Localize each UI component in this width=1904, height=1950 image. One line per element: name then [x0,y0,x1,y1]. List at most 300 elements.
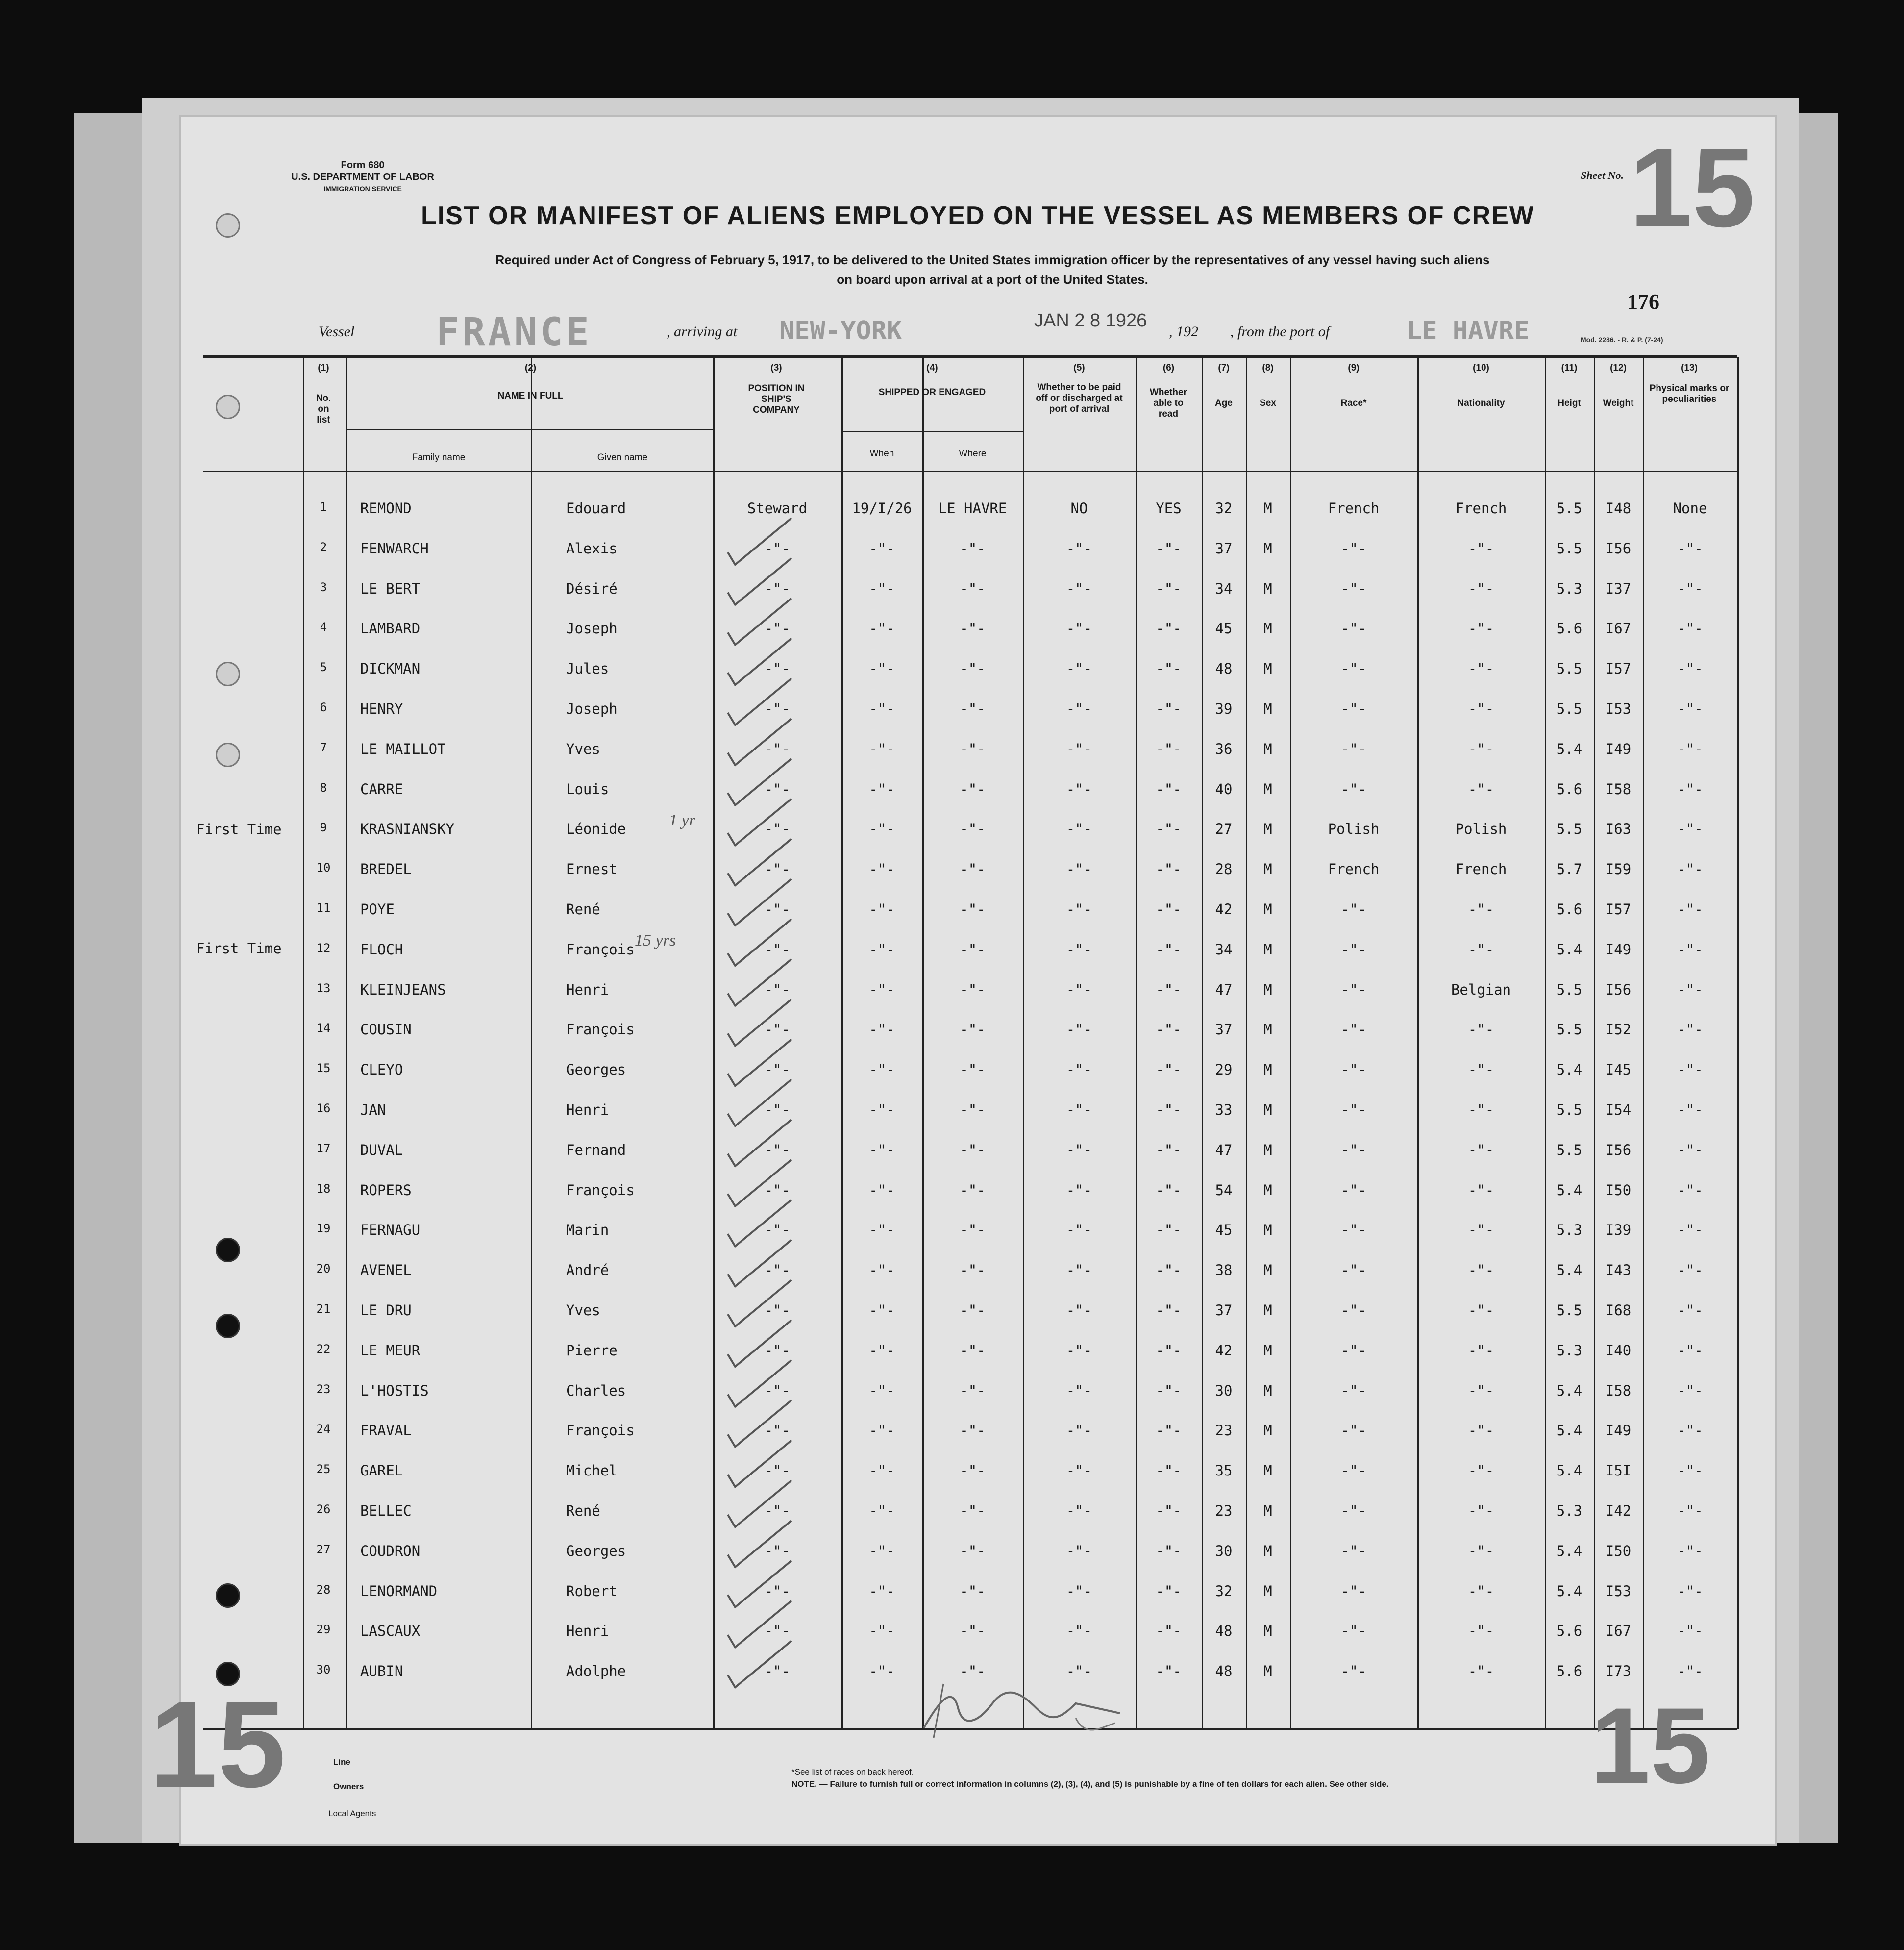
cell-when: -"- [869,1382,895,1399]
cell-paid: -"- [1066,540,1092,557]
header-no-label: No. on list [316,393,331,425]
page-title: LIST OR MANIFEST OF ALIENS EMPLOYED ON THE VESSEL AS MEMBERS OF CREW [421,201,1534,230]
cell-position: -"- [764,700,791,717]
cell-given: Fernand [566,1141,626,1158]
cell-sex: M [1263,1222,1272,1239]
cell-sex: M [1263,740,1272,757]
cell-read: -"- [1156,540,1182,557]
cell-no: 30 [316,1663,331,1677]
cell-no: 13 [316,981,331,995]
cell-when: -"- [869,941,895,958]
cell-no: 19 [316,1222,331,1236]
page-number: 176 [1627,290,1659,314]
check-mark [728,518,791,565]
cell-no: 27 [316,1542,331,1556]
cell-no: 7 [320,740,327,754]
cell-no: 9 [320,821,327,835]
cell-paid: -"- [1066,1061,1092,1078]
cell-family: FLOCH [360,941,403,958]
cell-when: -"- [869,700,895,717]
cell-family: REMOND [360,500,412,517]
cell-paid: -"- [1066,1222,1092,1239]
cell-given: Joseph [566,700,618,717]
cell-age: 27 [1215,821,1233,838]
cell-position: -"- [764,620,791,637]
cell-age: 28 [1215,861,1233,878]
vessel-name: FRANCE [436,310,592,354]
header-family-name: Family name [412,452,466,463]
cell-nationality: -"- [1468,1021,1494,1038]
cell-given: Léonide [566,821,626,838]
cell-paid: -"- [1066,1382,1092,1399]
cell-given: Edouard [566,500,626,517]
check-mark [728,959,791,1006]
cell-family: LENORMAND [360,1582,438,1600]
cell-nationality: -"- [1468,540,1494,557]
line-label: Line [333,1757,350,1767]
cell-no: 17 [316,1141,331,1155]
punch-hole [216,1583,240,1608]
header-weight [1594,363,1643,409]
cell-height: 5.4 [1556,1382,1583,1399]
header-name [348,363,713,401]
cell-no: 15 [316,1061,331,1075]
cell-sex: M [1263,500,1272,517]
cell-sex: M [1263,1582,1272,1600]
cell-where: -"- [960,1382,986,1399]
cell-when: -"- [869,1342,895,1359]
cell-position: -"- [764,821,791,838]
margin-note-first-time: First Time [196,821,282,838]
owners-label: Owners [333,1782,364,1791]
header-paid-off [1023,363,1136,415]
check-mark [728,1440,791,1487]
cell-position: -"- [764,901,791,918]
cell-race: French [1328,500,1380,517]
cell-marks: -"- [1677,620,1703,637]
cell-family: DUVAL [360,1141,403,1158]
table-top-rule [203,355,1737,358]
cell-marks: -"- [1677,1342,1703,1359]
cell-family: COUSIN [360,1021,412,1038]
cell-height: 5.3 [1556,1222,1583,1239]
cell-weight: I58 [1605,1382,1632,1399]
cell-race: -"- [1340,1663,1367,1680]
cell-given: Joseph [566,620,618,637]
cell-paid: -"- [1066,1262,1092,1279]
header-read-number: (6) [1162,363,1175,373]
cell-position: -"- [764,1382,791,1399]
cell-race: -"- [1340,700,1367,717]
cell-nationality: -"- [1468,1101,1494,1118]
column-rule [1545,357,1546,1729]
cell-no: 6 [320,700,327,714]
cell-position: -"- [764,1663,791,1680]
check-mark [728,558,791,605]
cell-read: -"- [1156,1181,1182,1199]
header-shipped [841,363,1023,398]
cell-given: Henri [566,1623,609,1640]
cell-read: -"- [1156,821,1182,838]
cell-family: DICKMAN [360,660,420,677]
cell-weight: I49 [1605,941,1632,958]
service-name: IMMIGRATION SERVICE [323,185,402,193]
cell-no: 25 [316,1462,331,1476]
cell-race: -"- [1340,1222,1367,1239]
check-mark [728,1360,791,1407]
cell-marks: -"- [1677,700,1703,717]
check-mark [728,759,791,805]
header-height-label: Heigt [1558,398,1581,408]
header-bottom-rule [203,471,1737,472]
cell-paid: -"- [1066,700,1092,717]
check-mark [728,638,791,685]
cell-marks: -"- [1677,1582,1703,1600]
cell-nationality: French [1455,861,1507,878]
cell-sex: M [1263,780,1272,798]
check-mark [728,719,791,765]
column-rule [713,357,715,1729]
cell-age: 37 [1215,540,1233,557]
cell-read: -"- [1156,1542,1182,1559]
signature [914,1674,1130,1743]
cell-sex: M [1263,941,1272,958]
cell-family: L'HOSTIS [360,1382,429,1399]
cell-position: -"- [764,1061,791,1078]
header-paid-number: (5) [1073,363,1085,373]
cell-when: -"- [869,1181,895,1199]
cell-family: FENWARCH [360,540,429,557]
cell-age: 32 [1215,1582,1233,1600]
cell-nationality: Belgian [1451,981,1511,998]
cell-position: -"- [764,1582,791,1600]
cell-position: -"- [764,540,791,557]
cell-no: 16 [316,1101,331,1115]
cell-family: HENRY [360,700,403,717]
cell-height: 5.6 [1556,1623,1583,1640]
cell-paid: -"- [1066,780,1092,798]
cell-weight: I40 [1605,1342,1632,1359]
cell-marks: -"- [1677,821,1703,838]
cell-given: François [566,1021,635,1038]
cell-where: -"- [960,1061,986,1078]
name-subheader-rule [346,429,713,430]
cell-age: 42 [1215,901,1233,918]
cell-weight: I50 [1605,1181,1632,1199]
cell-read: -"- [1156,1663,1182,1680]
cell-nationality: -"- [1468,580,1494,597]
cell-age: 47 [1215,981,1233,998]
cell-family: FERNAGU [360,1222,420,1239]
cell-where: -"- [960,1342,986,1359]
cell-family: LAMBARD [360,620,420,637]
cell-marks: -"- [1677,540,1703,557]
cell-height: 5.4 [1556,1582,1583,1600]
from-port: LE HAVRE [1407,316,1530,346]
header-name-label: NAME IN FULL [497,391,564,401]
cell-weight: I53 [1605,1582,1632,1600]
cell-position: Steward [747,500,808,517]
arriving-label: , arriving at [667,324,738,340]
cell-family: ROPERS [360,1181,412,1199]
column-rule [1417,357,1419,1729]
cell-read: -"- [1156,780,1182,798]
cell-weight: I53 [1605,700,1632,717]
sheet-number: 15 [1630,125,1755,250]
cell-height: 5.6 [1556,1663,1583,1680]
column-rule [1290,357,1291,1729]
cell-given: Désiré [566,580,618,597]
column-rule [1023,357,1024,1729]
cell-no: 5 [320,660,327,675]
cell-where: -"- [960,941,986,958]
cell-marks: -"- [1677,1542,1703,1559]
cell-weight: I67 [1605,620,1632,637]
cell-weight: I56 [1605,1141,1632,1158]
cell-read: -"- [1156,901,1182,918]
cell-race: -"- [1340,1262,1367,1279]
cell-race: -"- [1340,1101,1367,1118]
cell-race: -"- [1340,620,1367,637]
cell-paid: -"- [1066,1342,1092,1359]
cell-paid: -"- [1066,1422,1092,1439]
cell-age: 34 [1215,580,1233,597]
header-shipped-number: (4) [926,363,938,373]
cell-paid: -"- [1066,821,1092,838]
cell-family: CLEYO [360,1061,403,1078]
column-rule [1246,357,1247,1729]
cell-given: Louis [566,780,609,798]
cell-sex: M [1263,1101,1272,1118]
header-marks-number: (13) [1681,363,1698,373]
cell-nationality: -"- [1468,1302,1494,1319]
cell-read: -"- [1156,1141,1182,1158]
cell-given: Alexis [566,540,618,557]
cell-nationality: -"- [1468,901,1494,918]
cell-when: -"- [869,1222,895,1239]
cell-weight: I39 [1605,1222,1632,1239]
cell-family: LASCAUX [360,1623,420,1640]
cell-sex: M [1263,1061,1272,1078]
check-mark [728,1079,791,1126]
header-paid-label: Whether to be paid off or discharged at port of arrival [1036,382,1123,414]
cell-position: -"- [764,780,791,798]
cell-when: -"- [869,1101,895,1118]
check-mark [728,1280,791,1326]
vessel-label: Vessel [319,324,355,340]
cell-where: -"- [960,1582,986,1600]
cell-age: 45 [1215,1222,1233,1239]
cell-age: 30 [1215,1382,1233,1399]
header-race [1290,363,1417,409]
cell-sex: M [1263,660,1272,677]
manifest-page [149,115,1777,1846]
check-marks [718,488,816,1723]
cell-height: 5.5 [1556,1141,1583,1158]
cell-height: 5.5 [1556,1021,1583,1038]
header-marks-label: Physical marks or peculiarities [1649,383,1730,404]
cell-sex: M [1263,1141,1272,1158]
sheet-label: Sheet No. [1581,169,1624,181]
cell-no: 24 [316,1422,331,1436]
fine-note: NOTE. — Failure to furnish full or correct information in columns (2), (3), (4), and (5) is punishable by a fine of ten dollars for each alien. See other side. [791,1779,1389,1789]
cell-family: COUDRON [360,1542,420,1559]
cell-read: YES [1156,500,1182,517]
cell-sex: M [1263,821,1272,838]
cell-given: Charles [566,1382,626,1399]
cell-paid: -"- [1066,660,1092,677]
footer-sheet-number-right: 15 [1590,1685,1710,1806]
cell-age: 37 [1215,1302,1233,1319]
cell-read: -"- [1156,1302,1182,1319]
cell-weight: I5I [1605,1462,1632,1479]
punch-hole [216,662,240,686]
footer-sheet-number-left: 15 [149,1676,286,1813]
requirement-line-1: Required under Act of Congress of February 5, 1917, to be delivered to the United States immigration officer by the representatives of any vessel having such aliens [495,252,1490,267]
check-mark [728,879,791,925]
cell-no: 21 [316,1302,331,1316]
cell-when: -"- [869,1141,895,1158]
cell-sex: M [1263,1462,1272,1479]
cell-height: 5.4 [1556,941,1583,958]
cell-when: -"- [869,1502,895,1519]
department-name: U.S. DEPARTMENT OF LABOR [291,172,434,182]
cell-nationality: -"- [1468,660,1494,677]
cell-marks: -"- [1677,580,1703,597]
cell-marks: -"- [1677,1302,1703,1319]
cell-given: Henri [566,1101,609,1118]
cell-sex: M [1263,901,1272,918]
cell-marks: -"- [1677,861,1703,878]
cell-no: 3 [320,580,327,594]
column-rule [841,357,843,1729]
cell-age: 32 [1215,500,1233,517]
check-mark [728,678,791,725]
cell-height: 5.5 [1556,540,1583,557]
cell-nationality: -"- [1468,1663,1494,1680]
header-sex-number: (8) [1262,363,1274,373]
cell-position: -"- [764,1342,791,1359]
cell-paid: -"- [1066,1502,1092,1519]
cell-age: 48 [1215,660,1233,677]
cell-paid: -"- [1066,580,1092,597]
cell-weight: I58 [1605,780,1632,798]
cell-no: 20 [316,1262,331,1276]
cell-height: 5.5 [1556,1101,1583,1118]
cell-read: -"- [1156,660,1182,677]
check-mark [728,1320,791,1367]
cell-nationality: -"- [1468,1141,1494,1158]
cell-paid: NO [1070,500,1088,517]
cell-family: LE BERT [360,580,420,597]
cell-height: 5.3 [1556,1502,1583,1519]
cell-race: -"- [1340,660,1367,677]
cell-read: -"- [1156,740,1182,757]
cell-given: Ernest [566,861,618,878]
cell-marks: -"- [1677,1021,1703,1038]
cell-marks: -"- [1677,941,1703,958]
cell-where: -"- [960,1623,986,1640]
cell-age: 48 [1215,1663,1233,1680]
cell-where: -"- [960,780,986,798]
date-stamp: JAN 2 8 1926 [1034,310,1147,331]
cell-when: -"- [869,540,895,557]
cell-race: -"- [1340,1061,1367,1078]
cell-age: 45 [1215,620,1233,637]
cell-race: -"- [1340,1623,1367,1640]
cell-paid: -"- [1066,1181,1092,1199]
cell-when: -"- [869,1422,895,1439]
cell-weight: I50 [1605,1542,1632,1559]
header-sex-label: Sex [1260,398,1276,408]
cell-read: -"- [1156,580,1182,597]
cell-no: 29 [316,1623,331,1637]
cell-when: -"- [869,1021,895,1038]
punch-hole [216,395,240,419]
mod-note: Mod. 2286. - R. & P. (7-24) [1581,336,1663,344]
handwritten-note: 15 yrs [635,931,676,950]
cell-no: 18 [316,1181,331,1196]
cell-position: -"- [764,580,791,597]
cell-marks: -"- [1677,740,1703,757]
cell-height: 5.5 [1556,821,1583,838]
header-age-number: (7) [1218,363,1230,373]
cell-age: 40 [1215,780,1233,798]
requirement-text [277,250,1708,289]
check-mark [728,1480,791,1527]
header-position-number: (3) [770,363,782,373]
column-rule [346,357,347,1729]
cell-weight: I42 [1605,1502,1632,1519]
cell-read: -"- [1156,1382,1182,1399]
cell-given: Georges [566,1542,626,1559]
check-mark [728,1561,791,1607]
cell-read: -"- [1156,1222,1182,1239]
cell-where: -"- [960,1663,986,1680]
cell-sex: M [1263,1181,1272,1199]
cell-age: 23 [1215,1422,1233,1439]
cell-where: -"- [960,1302,986,1319]
cell-race: -"- [1340,780,1367,798]
cell-when: -"- [869,901,895,918]
cell-position: -"- [764,1542,791,1559]
cell-where: -"- [960,1101,986,1118]
cell-read: -"- [1156,941,1182,958]
cell-family: JAN [360,1101,386,1118]
handwritten-note: 1 yr [669,811,695,829]
cell-when: -"- [869,1623,895,1640]
cell-height: 5.6 [1556,620,1583,637]
cell-no: 22 [316,1342,331,1356]
check-mark [728,1400,791,1447]
cell-read: -"- [1156,1342,1182,1359]
cell-sex: M [1263,1663,1272,1680]
cell-paid: -"- [1066,981,1092,998]
cell-nationality: -"- [1468,1502,1494,1519]
cell-nationality: -"- [1468,1061,1494,1078]
cell-marks: -"- [1677,1663,1703,1680]
cell-when: -"- [869,740,895,757]
cell-given: Yves [566,740,600,757]
cell-nationality: Polish [1455,821,1507,838]
cell-race: -"- [1340,1382,1367,1399]
cell-height: 5.5 [1556,500,1583,517]
cell-when: -"- [869,660,895,677]
cell-age: 48 [1215,1623,1233,1640]
cell-when: -"- [869,1061,895,1078]
cell-marks: -"- [1677,1422,1703,1439]
cell-read: -"- [1156,1623,1182,1640]
